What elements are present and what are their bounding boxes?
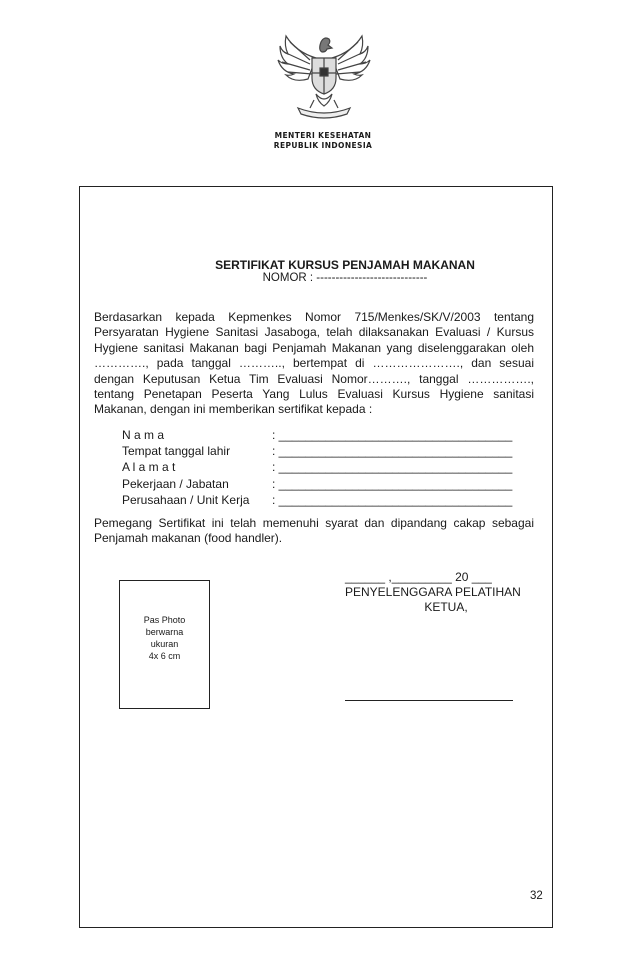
intro-paragraph: Berdasarkan kepada Kepmenkes Nomor 715/Menkes/SK/V/2003 tentang Persyaratan Hygiene Sanitasi Jasaboga, telah dilaksanakan Evaluasi / Kursus Hygiene sanitasi Makanan bagi Penjamah Makanan yang diselenggarakan oleh …………., pada tanggal ……….., bertempat di …………………., dan sesuai dengan Keputusan Ketua Tim Evaluasi Nomor………., tanggal ……………., tentang Penetapan Peserta Yang Lulus Evaluasi Kursus Hygiene sanitasi Makanan, dengan ini memberikan sertifikat kepada : bbox=[94, 310, 534, 417]
ministry-line-1: MENTERI KESEHATAN bbox=[274, 131, 372, 140]
field-label: Tempat tanggal lahir bbox=[122, 444, 231, 459]
field-row-company bbox=[122, 492, 512, 508]
field-label: A l a m a t bbox=[122, 460, 176, 475]
signature-block bbox=[345, 570, 535, 615]
field-label: Pekerjaan / Jabatan bbox=[122, 476, 229, 491]
photo-placeholder bbox=[119, 580, 210, 709]
field-blank: : ___________________________________ bbox=[272, 460, 513, 475]
ministry-line-2: REPUBLIK INDONESIA bbox=[273, 141, 373, 150]
field-blank: : ___________________________________ bbox=[272, 492, 513, 507]
field-blank: : ___________________________________ bbox=[272, 428, 513, 442]
garuda-emblem-icon bbox=[276, 28, 372, 124]
photo-caption-line: berwarna bbox=[145, 627, 184, 637]
signature-role: KETUA, bbox=[424, 600, 468, 614]
field-row-birth bbox=[122, 443, 512, 459]
signature-line bbox=[345, 700, 513, 701]
field-row-address bbox=[122, 459, 512, 475]
field-row-name bbox=[122, 427, 512, 443]
photo-caption-line: 4x 6 cm bbox=[148, 651, 181, 661]
field-label: N a m a bbox=[122, 428, 165, 442]
photo-caption-line: ukuran bbox=[150, 639, 179, 649]
field-blank: : ___________________________________ bbox=[272, 476, 513, 491]
recipient-fields bbox=[122, 427, 512, 508]
field-label: Perusahaan / Unit Kerja bbox=[122, 492, 250, 507]
certificate-frame bbox=[79, 186, 553, 928]
certificate-title: SERTIFIKAT KURSUS PENJAMAH MAKANAN bbox=[215, 258, 475, 272]
field-blank: : ___________________________________ bbox=[272, 444, 513, 459]
signature-date-line: ______ ,_________ 20 ___ bbox=[345, 570, 492, 584]
field-row-occupation bbox=[122, 476, 512, 492]
statement-paragraph: Pemegang Sertifikat ini telah memenuhi syarat dan dipandang cakap sebagai Penjamah makanan (food handler). bbox=[94, 516, 534, 546]
photo-caption-line: Pas Photo bbox=[143, 615, 186, 625]
signature-organizer: PENYELENGGARA PELATIHAN bbox=[345, 585, 521, 599]
photo-caption bbox=[120, 614, 209, 662]
ministry-heading bbox=[258, 131, 388, 151]
page-number: 32 bbox=[530, 890, 543, 902]
certificate-number: NOMOR : ----------------------------- bbox=[262, 272, 428, 284]
